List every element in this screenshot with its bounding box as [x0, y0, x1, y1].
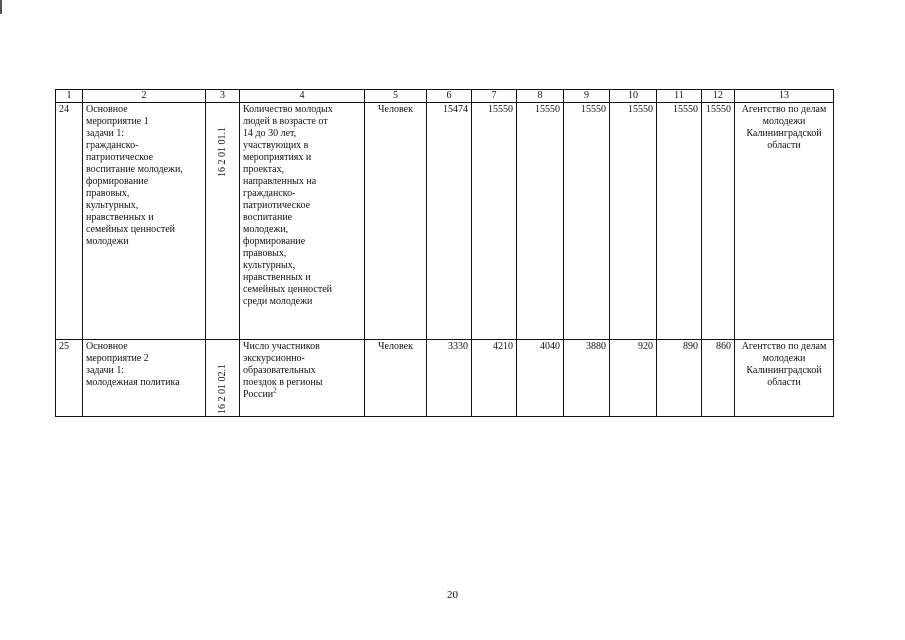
indicators-table — [55, 89, 834, 417]
column-header: 1 — [56, 90, 83, 103]
column-header: 12 — [702, 90, 735, 103]
column-header: 4 — [240, 90, 365, 103]
column-header: 13 — [735, 90, 834, 103]
column-header: 5 — [365, 90, 427, 103]
indicator-cell — [240, 103, 365, 340]
indicator-cell — [240, 340, 365, 417]
budget-code: 16 2 01 02.1 — [216, 364, 228, 414]
agency-cell: Агентство по делам молодежи Калининградской области — [735, 103, 834, 340]
column-header: 8 — [517, 90, 564, 103]
table-row — [56, 103, 834, 340]
table-row — [56, 340, 834, 417]
column-header: 2 — [83, 90, 206, 103]
unit-cell: Человек — [365, 340, 427, 417]
value-cell: 15550 — [610, 103, 657, 340]
indicator-text: Количество молодых людей в возрасте от 14 до 30 лет, участвующих в мероприятиях и проектах, направленных на гражданско- патриотическое воспитание молодежи, формирование правовых, культурных, нравственных и семейных ценностей среди молодежи — [243, 104, 333, 307]
value-cell: 3330 — [427, 340, 472, 417]
code-cell — [206, 103, 240, 340]
value-cell: 890 — [657, 340, 702, 417]
row-number: 24 — [56, 103, 83, 340]
value-cell: 4210 — [472, 340, 517, 417]
indicator-text: Число участников экскурсионно- образовательных поездок в регионы России — [243, 341, 323, 400]
footnote-mark: 2 — [273, 386, 277, 395]
page-number: 20 — [447, 589, 458, 601]
value-cell: 860 — [702, 340, 735, 417]
value-cell: 3880 — [564, 340, 610, 417]
value-cell: 15550 — [472, 103, 517, 340]
unit-cell: Человек — [365, 103, 427, 340]
value-cell: 15474 — [427, 103, 472, 340]
column-header: 3 — [206, 90, 240, 103]
agency-cell: Агентство по делам молодежи Калининградской области — [735, 340, 834, 417]
value-cell: 15550 — [702, 103, 735, 340]
code-cell — [206, 340, 240, 417]
column-header: 6 — [427, 90, 472, 103]
column-header: 9 — [564, 90, 610, 103]
value-cell: 15550 — [517, 103, 564, 340]
row-number: 25 — [56, 340, 83, 417]
event-cell: Основное мероприятие 1 задачи 1: гражданско- патриотическое воспитание молодежи, формирование правовых, культурных, нравственных и семейных ценностей молодежи — [83, 103, 206, 340]
scan-edge-mark — [0, 0, 2, 14]
budget-code: 16 2 01 01.1 — [216, 127, 228, 177]
value-cell: 15550 — [657, 103, 702, 340]
column-header: 11 — [657, 90, 702, 103]
event-cell: Основное мероприятие 2 задачи 1: молодежная политика — [83, 340, 206, 417]
header-row — [56, 90, 834, 103]
value-cell: 4040 — [517, 340, 564, 417]
column-header: 10 — [610, 90, 657, 103]
value-cell: 920 — [610, 340, 657, 417]
column-header: 7 — [472, 90, 517, 103]
value-cell: 15550 — [564, 103, 610, 340]
